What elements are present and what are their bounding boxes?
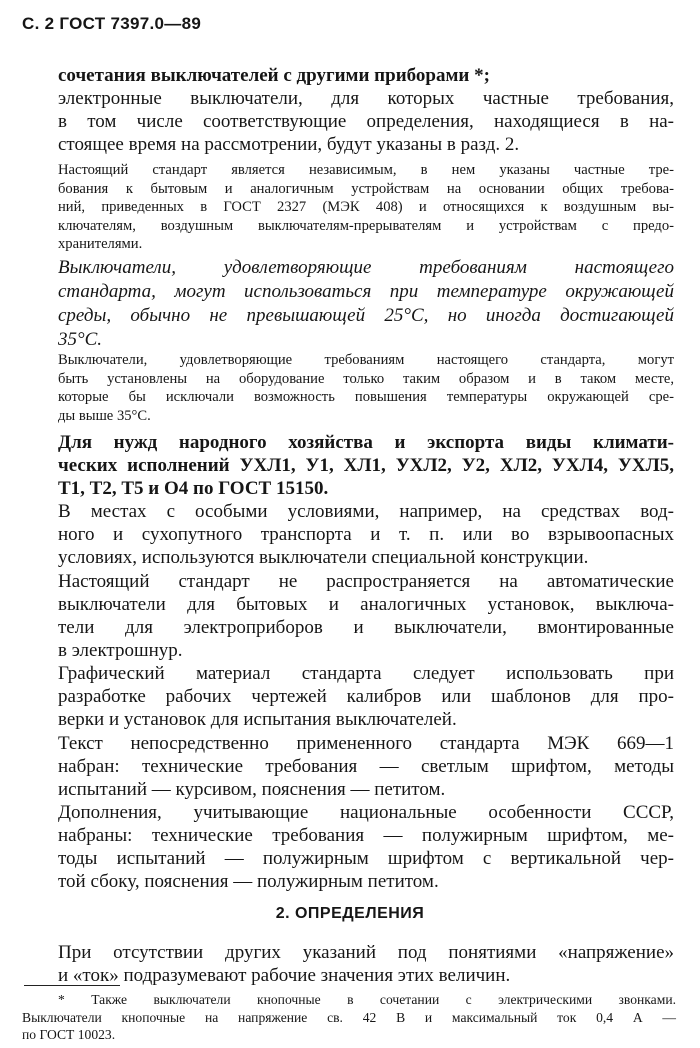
paragraph-graphic-material <box>58 662 674 731</box>
text-line: Для нужд народного хозяйства и экспорта виды климати- <box>58 432 674 453</box>
text-line: Настоящий стандарт не распространяется на автоматические <box>58 571 674 592</box>
section-heading-definitions: 2. ОПРЕДЕЛЕНИЯ <box>275 905 425 922</box>
paragraph-climate <box>58 431 674 500</box>
text-line: В местах с особыми условиями, например, на средствах вод- <box>58 501 674 522</box>
text-line: тоды испытаний — полужирным шрифтом с вертикальной чер- <box>58 848 674 869</box>
note-independent <box>58 161 674 254</box>
footnote-divider <box>24 985 120 986</box>
text-line: быть установлены на оборудование только таким образом и в таком месте, <box>58 370 674 387</box>
text-line: бования к бытовым и аналогичным устройствам на основании общих требова- <box>58 180 674 197</box>
text-line: Выключатели, удовлетворяющие требованиям настоящего <box>58 257 674 278</box>
text-line: и «ток» подразумевают рабочие значения этих величин. <box>58 965 511 986</box>
text-line: среды, обычно не превышающей 25°С, но иногда достигающей <box>58 305 674 326</box>
text-line: ний, приведенных в ГОСТ 2327 (МЭК 408) и относящихся к воздушным вы- <box>58 199 674 216</box>
paragraph-special-conditions <box>58 500 674 569</box>
paragraph-electronic <box>58 87 674 156</box>
text-line: Т1, Т2, Т5 и О4 по ГОСТ 15150. <box>58 478 329 499</box>
paragraph-definitions <box>58 941 674 987</box>
text-line: в электрошнур. <box>58 640 183 661</box>
text-line: той сбоку, пояснения — полужирным петитом. <box>58 871 439 892</box>
text-line: хранителями. <box>58 236 143 253</box>
text-line: стандарта, могут использоваться при температуре окружающей <box>58 281 674 302</box>
text-line: Дополнения, учитывающие национальные особенности СССР, <box>58 802 674 823</box>
text-line: 35°С. <box>58 329 103 350</box>
text-line: Графический материал стандарта следует использовать при <box>58 663 674 684</box>
text-line: стоящее время на рассмотрении, будут указаны в разд. 2. <box>58 134 520 155</box>
footnote <box>22 991 676 1044</box>
text-line: Выключатели, удовлетворяющие требованиям настоящего стандарта, могут <box>58 352 674 368</box>
paragraph-temperature-italic <box>58 256 674 352</box>
text-line: При отсутствии других указаний под понятиями «напряжение» <box>58 942 674 963</box>
text-line: ного и сухопутного транспорта и т. п. или во взрывоопасных <box>58 524 674 545</box>
paragraph-iec-text <box>58 732 674 801</box>
paragraph-additions <box>58 801 674 893</box>
footnote-line: по ГОСТ 10023. <box>22 1027 116 1042</box>
text-line: которые бы исключали возможность повышения температуры окружающей сре- <box>58 389 674 406</box>
paragraph-not-applicable <box>58 570 674 662</box>
text-line: электронные выключатели, для которых частные требования, <box>58 88 674 109</box>
text-line: Настоящий стандарт является независимым, в нем указаны частные тре- <box>58 162 674 178</box>
text-line: ды выше 35°С. <box>58 407 151 424</box>
paragraph-combinations <box>58 64 674 87</box>
text-line: тели для электроприборов и выключатели, вмонтированные <box>58 617 674 638</box>
text-line: ключателям, воздушным выключателям-прерывателям и устройствам с предо- <box>58 217 674 234</box>
footnote-line: Выключатели кнопочные на напряжение св. 42 В и максимальный ток 0,4 А — <box>22 1009 676 1025</box>
text-line: набраны: технические требования — полужирным шрифтом, ме- <box>58 825 674 846</box>
page-header: С. 2 ГОСТ 7397.0—89 <box>22 14 202 33</box>
text-line: выключатели для бытовых и аналогичных установок, выключа- <box>58 594 674 615</box>
text-line: испытаний — курсивом, пояснения — петитом. <box>58 779 446 800</box>
text-line: набран: технические требования — светлым шрифтом, методы <box>58 756 674 777</box>
text-line: Текст непосредственно примененного стандарта МЭК 669—1 <box>58 733 674 754</box>
text-line: сочетания выключателей с другими приборами *; <box>58 65 490 86</box>
text-line: разработке рабочих чертежей калибров или шаблонов для про- <box>58 686 674 707</box>
footnote-line: * Также выключатели кнопочные в сочетании с электрическими звонками. <box>58 992 676 1007</box>
text-line: в том числе соответствующие определения, находящиеся в на- <box>58 111 674 132</box>
text-line: условиях, используются выключатели специальной конструкции. <box>58 547 589 568</box>
text-line: верки и установок для испытания выключателей. <box>58 709 457 730</box>
text-line: ческих исполнений УХЛ1, У1, ХЛ1, УХЛ2, У2, ХЛ2, УХЛ4, УХЛ5, <box>58 455 674 476</box>
note-installation <box>58 351 674 425</box>
